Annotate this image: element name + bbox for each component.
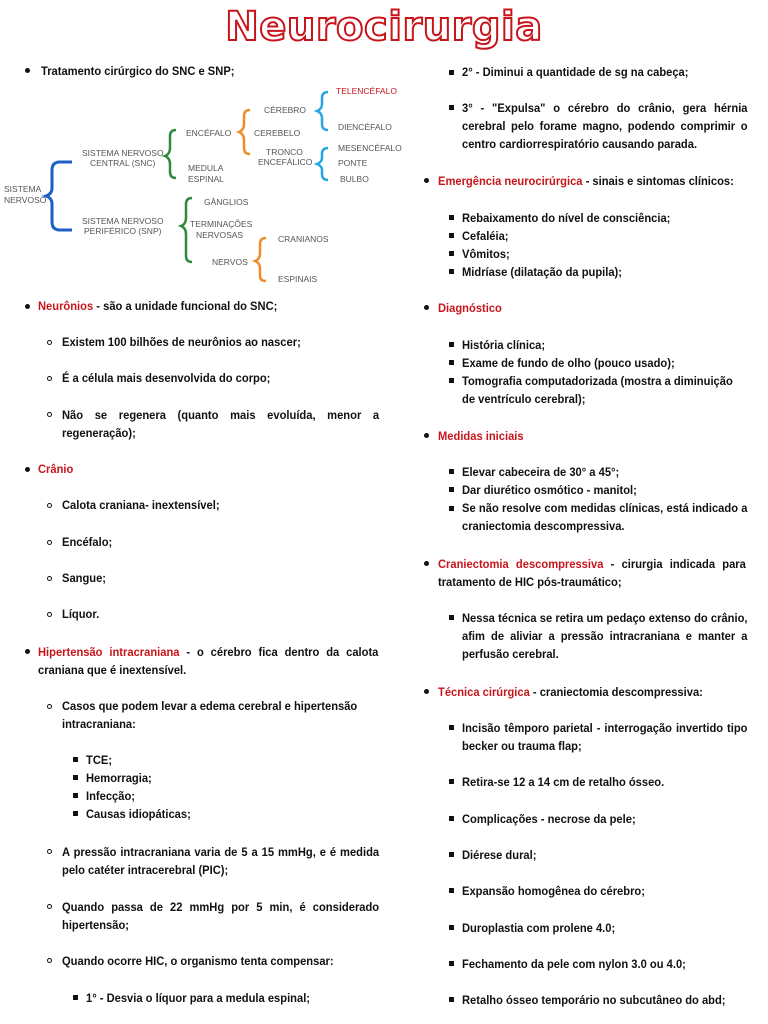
bullet <box>73 793 78 798</box>
svg-text:ESPINAIS: ESPINAIS <box>278 274 318 284</box>
list-item: É a célula mais desenvolvida do corpo; <box>62 371 271 385</box>
hipertensao-heading: Hipertensão intracraniana - o cérebro fica dentro da calota craniana que é inextensível. <box>38 645 379 677</box>
svg-text:TELENCÉFALO: TELENCÉFALO <box>336 86 397 96</box>
medidas-heading: Medidas iniciais <box>438 429 524 443</box>
svg-text:TRONCO: TRONCO <box>266 147 303 157</box>
bullet <box>73 757 78 762</box>
bullet <box>424 689 429 694</box>
list-item: Incisão têmporo parietal - interrogação invertido tipo becker ou trauma flap; <box>462 721 748 753</box>
bullet <box>73 995 78 1000</box>
list-item: 1° - Desvia o líquor para a medula espinal; <box>86 991 311 1005</box>
diagnostico-heading: Diagnóstico <box>438 301 502 315</box>
bullet <box>449 506 454 511</box>
list-item: Existem 100 bilhões de neurônios ao nascer; <box>62 335 301 349</box>
list-item: Complicações - necrose da pele; <box>462 812 636 826</box>
bullet <box>424 433 429 438</box>
cranio-heading: Crânio <box>38 462 74 476</box>
svg-text:SISTEMA NERVOSO: SISTEMA NERVOSO <box>82 148 164 158</box>
bullet <box>449 70 454 75</box>
bullet <box>73 775 78 780</box>
svg-text:CÉREBRO: CÉREBRO <box>264 105 307 115</box>
list-item: Rebaixamento do nível de consciência; <box>462 211 671 225</box>
list-item: Encéfalo; <box>62 535 113 549</box>
svg-text:PERIFÉRICO (SNP): PERIFÉRICO (SNP) <box>84 226 162 236</box>
bullet <box>25 68 30 73</box>
svg-text:SISTEMA NERVOSO: SISTEMA NERVOSO <box>82 216 164 226</box>
bullet <box>449 615 454 620</box>
list-item: Retira-se 12 a 14 cm de retalho ósseo. <box>462 775 665 789</box>
bullet <box>47 576 52 581</box>
list-item: Elevar cabeceira de 30° a 45°; <box>462 465 620 479</box>
tecnica-heading: Técnica cirúrgica - craniectomia descompressiva: <box>438 685 703 699</box>
bullet <box>449 779 454 784</box>
list-item: A pressão intracraniana varia de 5 a 15 mmHg, e é medida pelo catéter intracerebral (PIC); <box>62 845 380 877</box>
bullet <box>424 305 429 310</box>
bullet <box>47 503 52 508</box>
list-item: Se não resolve com medidas clínicas, está indicado a craniectomia descompressiva. <box>462 501 748 533</box>
bullet <box>47 412 52 417</box>
bullet <box>449 997 454 1002</box>
list-item: Midríase (dilatação da pupila); <box>462 265 622 279</box>
list-item: Quando passa de 22 mmHg por 5 min, é considerado hipertensão; <box>62 900 380 932</box>
list-item: Vômitos; <box>462 247 510 261</box>
bullet <box>47 612 52 617</box>
svg-text:PONTE: PONTE <box>338 158 368 168</box>
svg-text:NERVOSAS: NERVOSAS <box>196 230 244 240</box>
list-item: Hemorragia; <box>86 771 152 785</box>
list-item: Retalho ósseo temporário no subcutâneo do abd; <box>462 993 726 1007</box>
bullet <box>449 816 454 821</box>
bullet <box>73 811 78 816</box>
bullet <box>47 958 52 963</box>
svg-text:MESENCÉFALO: MESENCÉFALO <box>338 143 402 153</box>
list-item: Diérese dural; <box>462 848 537 862</box>
list-item: Quando ocorre HIC, o organismo tenta compensar: <box>62 954 334 968</box>
bullet <box>424 561 429 566</box>
list-item: Duroplastia com prolene 4.0; <box>462 921 616 935</box>
svg-text:CENTRAL (SNC): CENTRAL (SNC) <box>90 158 156 168</box>
svg-text:ENCÉFALO: ENCÉFALO <box>186 128 232 138</box>
bullet <box>449 487 454 492</box>
bullet <box>449 105 454 110</box>
list-item: História clínica; <box>462 338 546 352</box>
diagram-root-line2: NERVOSO <box>4 195 47 205</box>
list-item: Sangue; <box>62 571 107 585</box>
bullet <box>449 251 454 256</box>
bullet <box>47 904 52 909</box>
bullet <box>449 961 454 966</box>
svg-text:GÂNGLIOS: GÂNGLIOS <box>204 197 249 207</box>
bullet <box>47 376 52 381</box>
emergencia-heading: Emergência neurocirúrgica - sinais e sintomas clínicos: <box>438 174 734 188</box>
svg-text:MEDULA: MEDULA <box>188 163 224 173</box>
list-item: 3° - "Expulsa" o cérebro do crânio, gera hérnia cerebral pelo forame magno, podendo comprimir o centro cardiorrespiratório causando parada. <box>462 101 748 151</box>
list-item: 2° - Diminui a quantidade de sg na cabeça; <box>462 65 689 79</box>
list-item: Infecção; <box>86 789 135 803</box>
svg-text:CEREBELO: CEREBELO <box>254 128 301 138</box>
list-item: Líquor. <box>62 607 100 621</box>
page-title: Neurocirurgia <box>225 4 543 50</box>
list-item: Calota craniana- inextensível; <box>62 498 220 512</box>
svg-text:ENCEFÁLICO: ENCEFÁLICO <box>258 157 313 167</box>
bullet <box>449 378 454 383</box>
neuronios-heading: Neurônios - são a unidade funcional do SNC; <box>38 299 278 313</box>
bullet <box>449 233 454 238</box>
list-item: TCE; <box>86 753 113 767</box>
craniectomia-heading: Craniectomia descompressiva - cirurgia indicada para tratamento de HIC pós-traumático; <box>438 557 746 589</box>
list-item: Não se regenera (quanto mais evoluída, menor a regeneração); <box>62 408 380 440</box>
intro-text: Tratamento cirúrgico do SNC e SNP; <box>41 64 235 78</box>
bullet <box>449 215 454 220</box>
bullet <box>449 342 454 347</box>
list-item: Fechamento da pele com nylon 3.0 ou 4.0; <box>462 957 686 971</box>
svg-text:TERMINAÇÕES: TERMINAÇÕES <box>190 219 253 229</box>
bullet <box>449 269 454 274</box>
list-item: Expansão homogênea do cérebro; <box>462 884 645 898</box>
bullet <box>25 649 30 654</box>
bullet <box>47 849 52 854</box>
svg-text:NERVOS: NERVOS <box>212 257 248 267</box>
svg-text:ESPINAL: ESPINAL <box>188 174 224 184</box>
list-item: Causas idiopáticas; <box>86 807 191 821</box>
bullet <box>449 888 454 893</box>
bullet <box>47 704 52 709</box>
bullet <box>449 360 454 365</box>
bullet <box>25 467 30 472</box>
bullet <box>25 304 30 309</box>
list-item: Dar diurético osmótico - manitol; <box>462 483 637 497</box>
bullet <box>449 469 454 474</box>
svg-text:CRANIANOS: CRANIANOS <box>278 234 329 244</box>
bullet <box>47 540 52 545</box>
bullet <box>449 725 454 730</box>
nervous-system-diagram <box>0 84 410 284</box>
list-item: Casos que podem levar a edema cerebral e hipertensão intracraniana: <box>62 699 358 731</box>
list-item: Cefaléia; <box>462 229 509 243</box>
list-item: Nessa técnica se retira um pedaço extenso do crânio, afim de aliviar a pressão intracraniana e manter a perfusão cerebral. <box>462 611 748 661</box>
bullet <box>47 340 52 345</box>
svg-text:BULBO: BULBO <box>340 174 369 184</box>
list-item: Exame de fundo de olho (pouco usado); <box>462 356 675 370</box>
list-item: Tomografia computadorizada (mostra a diminuição de ventrículo cerebral); <box>462 374 733 406</box>
bullet <box>449 852 454 857</box>
diagram-root-line1: SISTEMA <box>4 184 42 194</box>
bullet <box>449 925 454 930</box>
bullet <box>424 178 429 183</box>
svg-text:DIENCÉFALO: DIENCÉFALO <box>338 122 392 132</box>
